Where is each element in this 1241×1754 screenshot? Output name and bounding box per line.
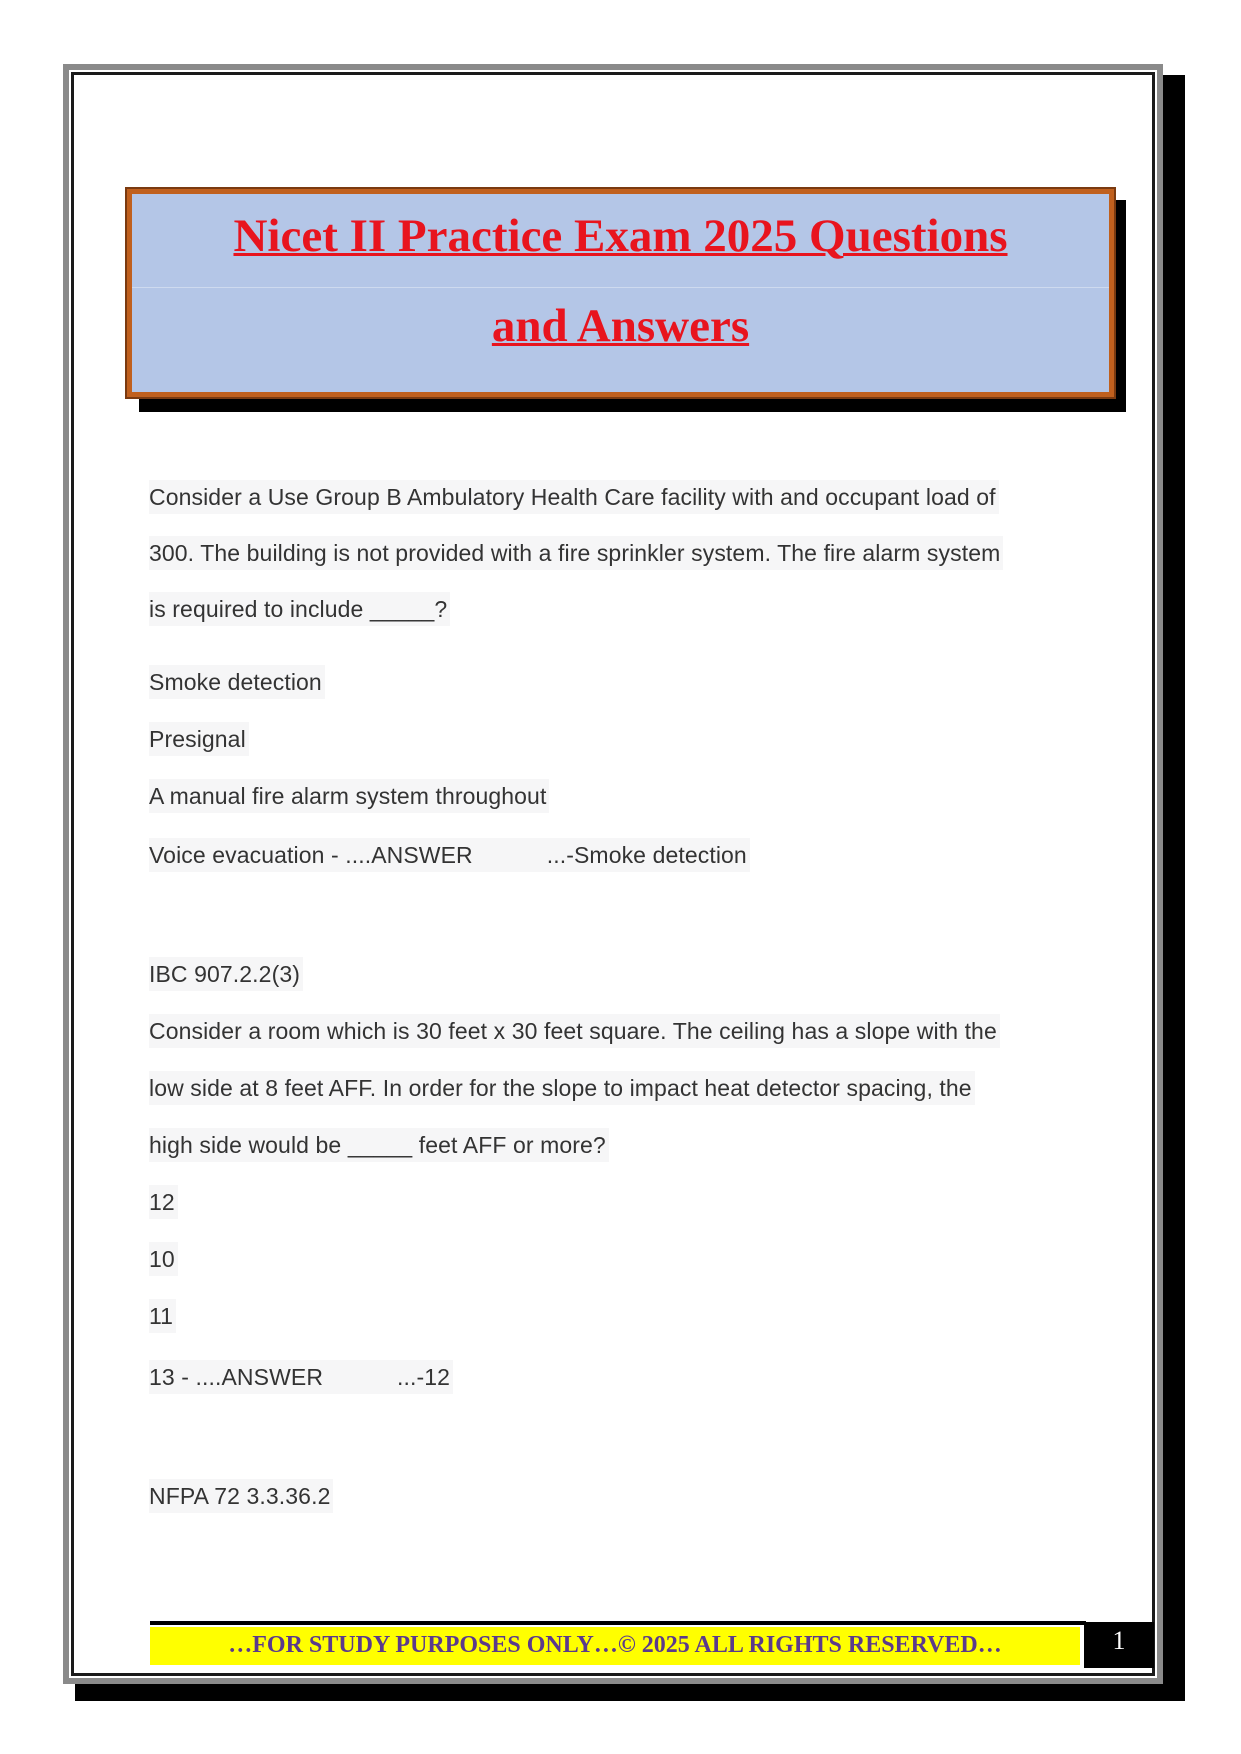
question1-option-1: Smoke detection (149, 665, 325, 699)
question1-line-3: is required to include _____? (149, 592, 450, 626)
question2-option-3: 11 (149, 1299, 176, 1333)
question1-answer: ...-Smoke detection (546, 842, 747, 868)
question2-line-2: low side at 8 feet AFF. In order for the slope to impact heat detector spacing, the (149, 1071, 975, 1105)
question2-answer: ...-12 (397, 1364, 451, 1390)
question2-option-2: 10 (149, 1242, 178, 1276)
question1-last-option: Voice evacuation - ....ANSWER (149, 842, 473, 868)
footer-text: …FOR STUDY PURPOSES ONLY…© 2025 ALL RIGHTS RESERVED… (228, 1632, 1002, 1658)
footer-rule (150, 1621, 1086, 1625)
question1-line-1: Consider a Use Group B Ambulatory Health Care facility with and occupant load of (149, 480, 999, 514)
title-line-1: Nicet II Practice Exam 2025 Questions (233, 210, 1008, 262)
question2-line-1: Consider a room which is 30 feet x 30 feet square. The ceiling has a slope with the (149, 1014, 1000, 1048)
question1-option-3: A manual fire alarm system throughout (149, 779, 549, 813)
question1-option-2: Presignal (149, 722, 249, 756)
title-box (127, 189, 1114, 397)
question1-reference: IBC 907.2.2(3) (149, 957, 303, 991)
title-line-2: and Answers (491, 300, 750, 352)
question2-option-1: 12 (149, 1185, 178, 1219)
title-divider (132, 287, 1109, 288)
question2-last-option: 13 - ....ANSWER (149, 1364, 324, 1390)
question2-line-3: high side would be _____ feet AFF or more? (149, 1128, 609, 1162)
question2-reference: NFPA 72 3.3.36.2 (149, 1479, 333, 1513)
page-number: 1 (1112, 1626, 1126, 1655)
question2-answer-line (149, 1360, 453, 1394)
question1-answer-line (149, 838, 750, 872)
question1-line-2: 300. The building is not provided with a fire sprinkler system. The fire alarm system (149, 536, 1003, 570)
